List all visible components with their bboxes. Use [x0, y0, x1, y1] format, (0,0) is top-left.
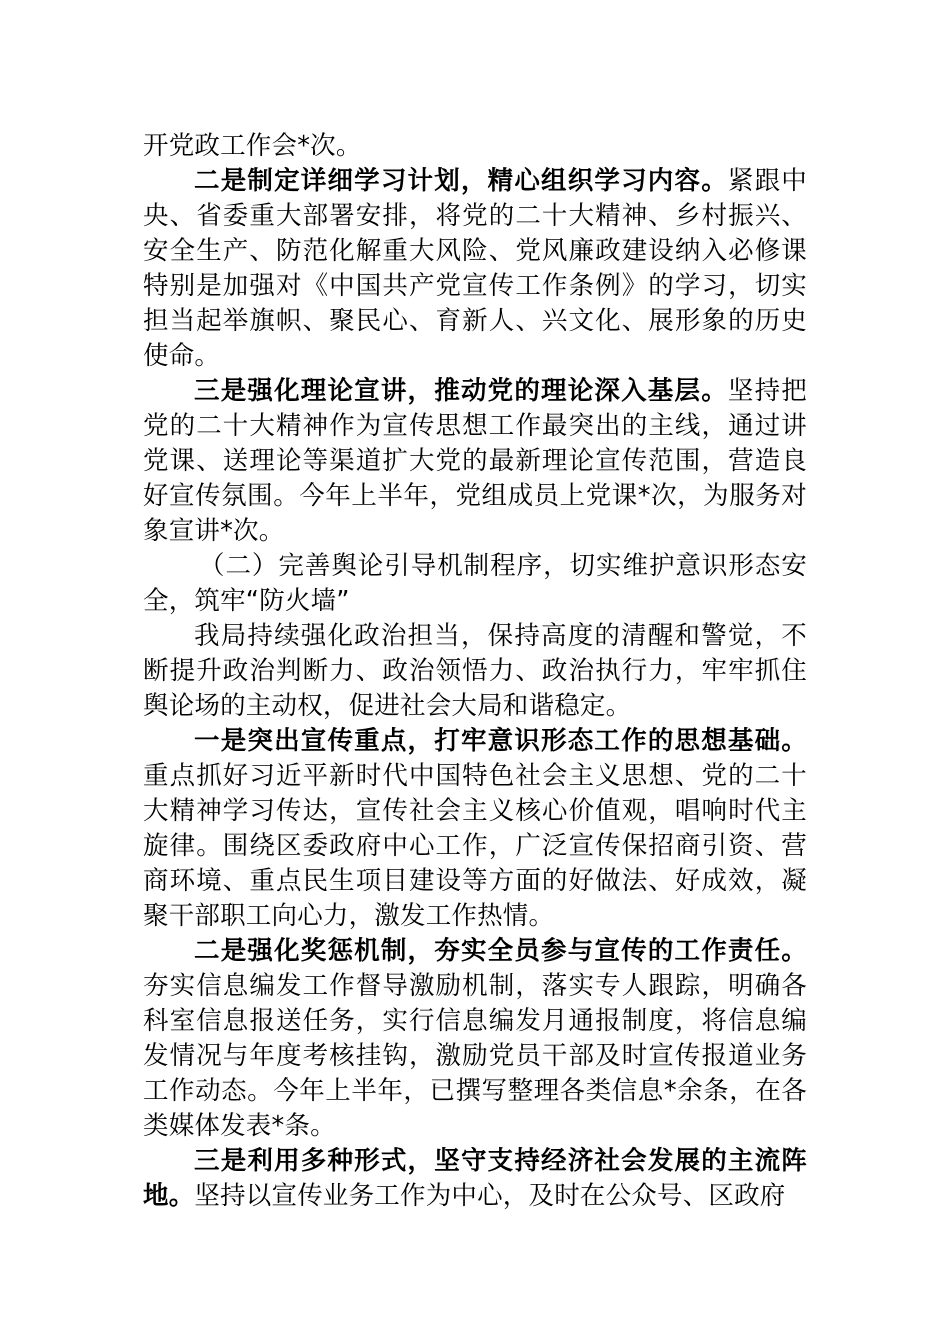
section-heading-public-opinion: [143, 549, 807, 619]
document-body: [143, 129, 807, 1214]
paragraph-meeting-count: [143, 129, 807, 164]
paragraph-mainstream-position: [143, 1144, 807, 1214]
paragraph-text: 重点抓好习近平新时代中国特色社会主义思想、党的二十大精神学习传达，宣传社会主义核心价值观，唱响时代主旋律。围绕区委政府中心工作，广泛宣传保招商引资、营商环境、重点民生项目建设等方面的好做法、好成效，凝聚干部职工向心力，激发工作热情。: [143, 761, 807, 931]
section-heading-text: （二）完善舆论引导机制程序，切实维护意识形态安全，筑牢“防火墙”: [143, 551, 807, 616]
paragraph-study-plan: [143, 164, 807, 374]
paragraph-text: 开党政工作会*次。: [143, 131, 362, 161]
paragraph-incentive-mechanism: [143, 934, 807, 1144]
paragraph-text: 坚持把党的二十大精神作为宣传思想工作最突出的主线，通过讲党课、送理论等渠道扩大党的最新理论宣传范围，营造良好宣传氛围。今年上半年，党组成员上党课*次，为服务对象宣讲*次。: [143, 376, 807, 546]
paragraph-lead: 三是利用多种形式，坚守支持经济社会发展的主流阵地。: [143, 1146, 807, 1211]
paragraph-political-responsibility: [143, 619, 807, 724]
paragraph-lead: 三是强化理论宣讲，推动党的理论深入基层。: [194, 376, 728, 406]
paragraph-theory-lecture: [143, 374, 807, 549]
paragraph-lead: 二是制定详细学习计划，精心组织学习内容。: [194, 166, 728, 196]
paragraph-text: 夯实信息编发工作督导激励机制，落实专人跟踪，明确各科室信息报送任务，实行信息编发月通报制度，将信息编发情况与年度考核挂钩，激励党员干部及时宣传报道业务工作动态。今年上半年，已撰写整理各类信息*余条，在各类媒体发表*条。: [143, 971, 807, 1141]
paragraph-publicity-focus: [143, 724, 807, 934]
paragraph-lead: 一是突出宣传重点，打牢意识形态工作的思想基础。: [194, 726, 807, 756]
paragraph-text: 紧跟中央、省委重大部署安排，将党的二十大精神、乡村振兴、安全生产、防范化解重大风险、党风廉政建设纳入必修课特别是加强对《中国共产党宣传工作条例》的学习，切实担当起举旗帜、聚民心、育新人、兴文化、展形象的历史使命。: [143, 166, 807, 371]
paragraph-lead: 二是强化奖惩机制，夯实全员参与宣传的工作责任。: [194, 936, 807, 966]
paragraph-text: 坚持以宣传业务工作为中心，及时在公众号、区政府: [194, 1181, 786, 1211]
paragraph-text: 我局持续强化政治担当，保持高度的清醒和警觉，不断提升政治判断力、政治领悟力、政治执行力，牢牢抓住舆论场的主动权，促进社会大局和谐稳定。: [143, 621, 807, 721]
